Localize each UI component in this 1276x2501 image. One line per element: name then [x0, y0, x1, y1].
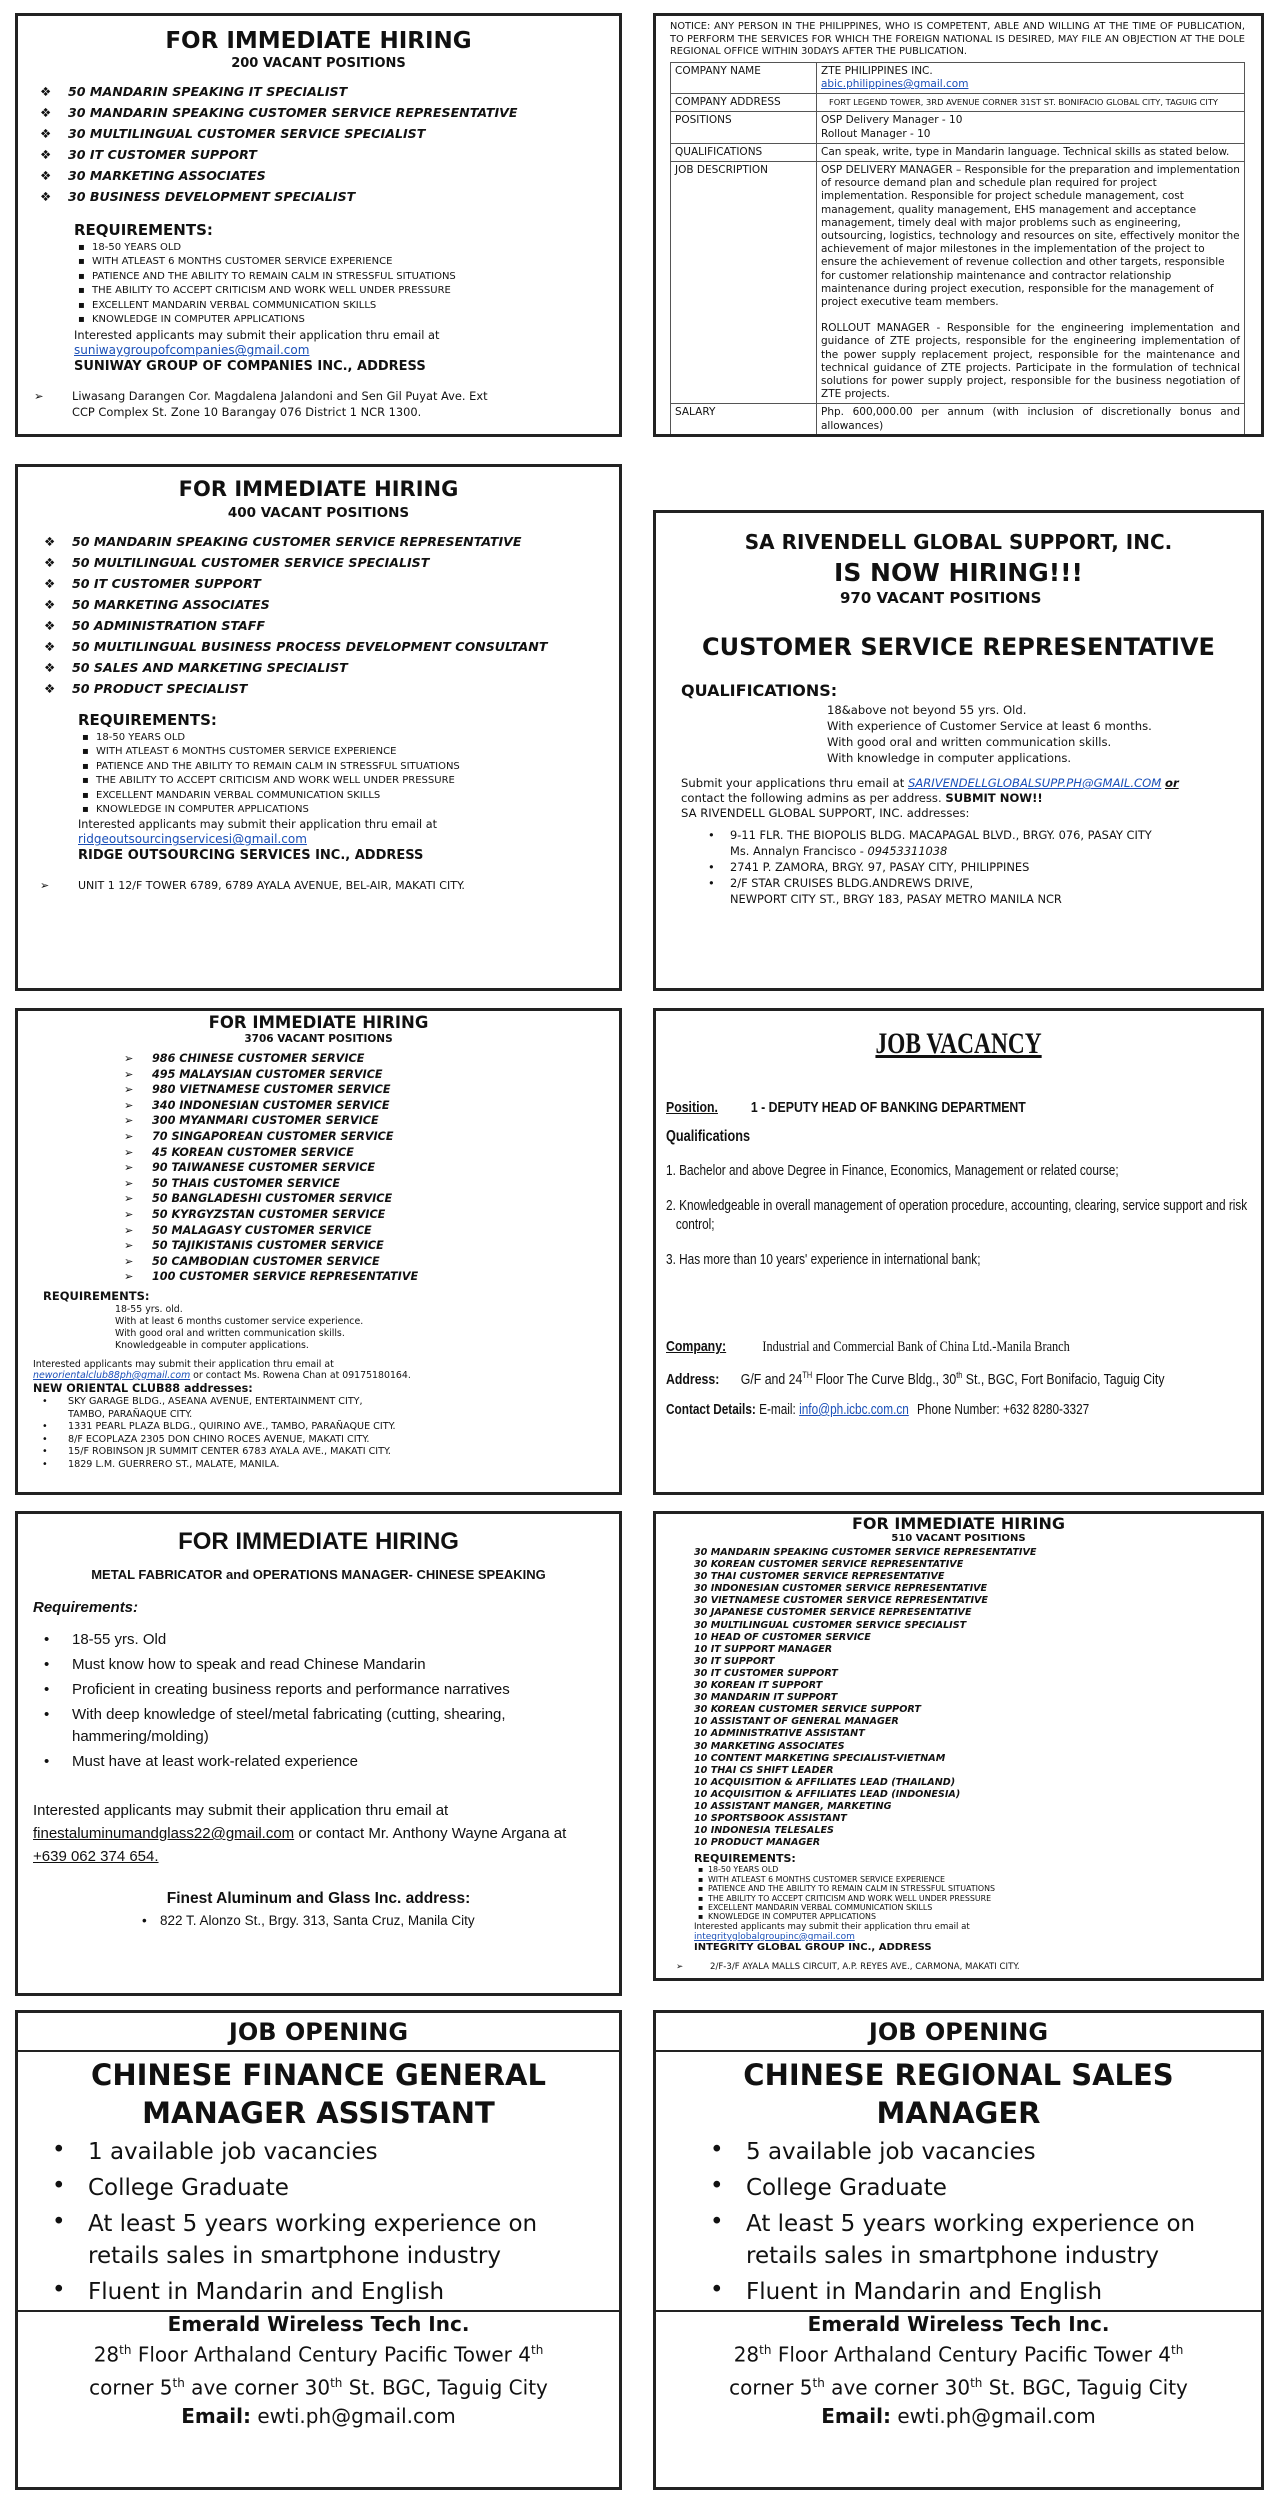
address-sup: th	[330, 2375, 343, 2390]
list-item: 30 KOREAN IT SUPPORT	[694, 1680, 823, 1692]
list-item: ❖ 30 MANDARIN SPEAKING CUSTOMER SERVICE REPRESENTATIVE	[40, 102, 619, 123]
list-item: ❖ 50 MANDARIN SPEAKING CUSTOMER SERVICE REPRESENTATIVE	[44, 531, 579, 552]
list-item: ▪ WITH ATLEAST 6 MONTHS CUSTOMER SERVICE EXPERIENCE	[78, 255, 619, 269]
contact-text: or contact Mr. Anthony Wayne Argana at	[294, 1825, 567, 1842]
address-part: corner 5	[729, 2375, 813, 2400]
list-item: • 8/F ECOPLAZA 2305 DON CHINO ROCES AVENUE, MAKATI CITY.	[38, 1434, 598, 1447]
requirements-heading: REQUIREMENTS:	[694, 1852, 796, 1866]
table-label: COMPANY NAME	[671, 62, 817, 93]
email-line	[18, 2401, 619, 2431]
position-item: Rollout Manager - 10	[821, 127, 931, 140]
table-value: Can speak, write, type in Mandarin language. Technical skills as stated below.	[817, 143, 1245, 161]
address-part: ave corner 30	[824, 2375, 971, 2400]
list-item: ▪ PATIENCE AND THE ABILITY TO REMAIN CALM IN STRESSFUL SITUATIONS	[698, 1884, 1261, 1893]
company-value: Industrial and Commercial Bank of China Ltd.-Manila Branch	[762, 1339, 1070, 1355]
address-label: Address:	[666, 1371, 720, 1388]
list-item: • Proficient in creating business reports and performance narratives	[40, 1679, 600, 1701]
list-item: ➢ 980 VIETNAMESE CUSTOMER SERVICE	[124, 1082, 619, 1098]
arrow-icon: ➢	[40, 879, 50, 893]
requirements-list	[40, 1629, 510, 1773]
job-title-line: MANAGER ASSISTANT	[142, 2096, 495, 2130]
details-list	[696, 2136, 1221, 2308]
list-item: 30 MULTILINGUAL CUSTOMER SERVICE SPECIALIST	[694, 1619, 967, 1631]
list-item: ➢ 986 CHINESE CUSTOMER SERVICE	[124, 1051, 619, 1067]
address-part: Floor The Curve Bldg., 30	[812, 1371, 957, 1388]
table-row	[671, 143, 1245, 161]
address-line: • 9-11 FLR. THE BIOPOLIS BLDG. MACAPAGAL BLVD., BRGY. 076, PASAY CITY	[730, 828, 1152, 842]
address-sup: th	[812, 2375, 825, 2390]
ad-new-oriental	[15, 1008, 622, 1495]
table-row	[671, 62, 1245, 93]
ad-title: FOR IMMEDIATE HIRING	[178, 477, 459, 501]
address-part: St., BGC, Fort Bonifacio, Taguig City	[962, 1371, 1165, 1388]
phone-number: +639 062 374 654.	[33, 1848, 159, 1865]
ad-title: FOR IMMEDIATE HIRING	[165, 28, 472, 54]
list-item: • 1829 L.M. GUERRERO ST., MALATE, MANILA.	[38, 1459, 598, 1472]
email-link[interactable]: info@ph.icbc.com.cn	[799, 1402, 909, 1418]
apply-text: Interested applicants may submit their application thru email at	[33, 1802, 449, 1819]
apply-text: Submit your applications thru email at	[681, 776, 905, 790]
positions-list	[44, 531, 579, 699]
table-label: SALARY	[671, 404, 817, 435]
address-part: 28	[93, 2342, 120, 2367]
requirements-list	[82, 731, 619, 817]
contact-line	[33, 1370, 619, 1381]
table-row	[671, 94, 1245, 112]
list-item: • 1 available job vacancies	[38, 2136, 579, 2168]
list-item: With good oral and written communication skills.	[115, 1327, 345, 1339]
list-item	[704, 875, 1261, 907]
position-value: 1 - DEPUTY HEAD OF BANKING DEPARTMENT	[750, 1099, 1026, 1116]
list-item: ▪ PATIENCE AND THE ABILITY TO REMAIN CALM IN STRESSFUL SITUATIONS	[82, 760, 619, 774]
email-label: E-mail:	[759, 1402, 796, 1418]
qualification-text: 2. Knowledgeable in overall management of operation procedure, accounting, clearing, service support and risk control;	[666, 1198, 1248, 1233]
list-item: 30 MANDARIN SPEAKING CUSTOMER SERVICE REPRESENTATIVE	[694, 1547, 1037, 1558]
address-line: NEWPORT CITY ST., BRGY 183, PASAY METRO MANILA NCR	[730, 892, 1062, 906]
positions-list	[124, 1051, 619, 1285]
position-line	[666, 1099, 1154, 1116]
job-title	[18, 2056, 619, 2132]
ad-subtitle: 200 VACANT POSITIONS	[231, 56, 406, 71]
list-item: • 5 available job vacancies	[696, 2136, 1221, 2168]
address-part: Floor Arthaland Century Pacific Tower 4	[131, 2342, 531, 2367]
list-item: 10 ADMINISTRATIVE ASSISTANT	[694, 1728, 865, 1740]
address-heading: Finest Aluminum and Glass Inc. address:	[166, 1890, 471, 1907]
list-item: ➢ 495 MALAYSIAN CUSTOMER SERVICE	[124, 1067, 619, 1083]
list-item: ▪ EXCELLENT MANDARIN VERBAL COMMUNICATION SKILLS	[82, 789, 619, 803]
email-link[interactable]: suniwaygroupofcompanies@gmail.com	[74, 343, 310, 358]
ad-zte	[653, 13, 1264, 437]
list-item: 30 INDONESIAN CUSTOMER SERVICE REPRESENTATIVE	[694, 1583, 988, 1595]
list-item: ❖ 30 BUSINESS DEVELOPMENT SPECIALIST	[40, 186, 619, 207]
address-sup: TH	[802, 1370, 813, 1380]
list-item: • 1331 PEARL PLAZA BLDG., QUIRINO AVE., TAMBO, PARAÑAQUE CITY.	[38, 1421, 398, 1434]
table-label: QUALIFICATIONS	[671, 143, 817, 161]
list-item: ❖ 50 MULTILINGUAL CUSTOMER SERVICE SPECIALIST	[44, 552, 579, 573]
details-list	[38, 2136, 579, 2308]
email-link[interactable]: finestaluminumandglass22@gmail.com	[33, 1825, 295, 1842]
arrow-icon: ➢	[34, 389, 44, 404]
list-item: ▪ 18-50 YEARS OLD	[82, 731, 619, 745]
address-line	[142, 1913, 619, 1928]
address-part: St. BGC, Taguig City	[982, 2375, 1188, 2400]
company-name: ZTE PHILIPPINES INC.	[821, 64, 933, 77]
list-item: • Fluent in Mandarin and English	[38, 2276, 579, 2308]
list-item: ➢ 300 MYANMARI CUSTOMER SERVICE	[124, 1113, 619, 1129]
list-item: 30 IT CUSTOMER SUPPORT	[694, 1667, 838, 1679]
arrow-icon: ➢	[676, 1961, 684, 1972]
divider	[18, 2050, 619, 2052]
address-line: 2/F-3/F AYALA MALLS CIRCUIT, A.P. REYES AVE., CARMONA, MAKATI CITY.	[710, 1961, 1020, 1972]
ad-finest-aluminum	[15, 1511, 622, 1996]
addresses-list	[704, 827, 1261, 907]
table-label: POSITIONS	[671, 112, 817, 143]
requirements-heading: REQUIREMENTS:	[74, 221, 213, 239]
apply-text: Interested applicants may submit their application thru email at	[74, 328, 440, 343]
list-item	[666, 1197, 1261, 1235]
address-line	[666, 1370, 1165, 1388]
company-title: SA RIVENDELL GLOBAL SUPPORT, INC.	[744, 530, 1173, 554]
or-text: or	[1164, 776, 1179, 790]
ad-subtitle: METAL FABRICATOR and OPERATIONS MANAGER- CHINESE SPEAKING	[91, 1567, 546, 1582]
address-sup: th	[970, 2375, 983, 2390]
address-sup: th	[759, 2343, 772, 2357]
job-title-line: MANAGER	[876, 2096, 1041, 2130]
job-title-line: CHINESE REGIONAL SALES	[743, 2058, 1174, 2092]
list-item: 30 JAPANESE CUSTOMER SERVICE REPRESENTATIVE	[694, 1607, 972, 1619]
address-line	[656, 2369, 1261, 2402]
list-item: Knowledgeable in computer applications.	[115, 1339, 309, 1351]
apply-block	[33, 1799, 619, 1868]
ad-title: FOR IMMEDIATE HIRING	[851, 1514, 1066, 1533]
list-item: 10 ACQUISITION & AFFILIATES LEAD (THAILAND)	[694, 1776, 956, 1788]
list-item: ❖ 30 MARKETING ASSOCIATES	[40, 165, 619, 186]
company-line	[666, 1338, 1154, 1356]
ad-subtitle: 510 VACANT POSITIONS	[891, 1533, 1026, 1544]
email-link[interactable]: ewti.ph@gmail.com	[257, 2404, 456, 2429]
list-item: ➢ 50 MALAGASY CUSTOMER SERVICE	[124, 1223, 619, 1239]
list-item: 3. Has more than 10 years' experience in international bank;	[666, 1252, 981, 1268]
list-item: • 18-55 yrs. Old	[40, 1629, 510, 1651]
list-item: With at least 6 months customer service experience.	[115, 1315, 364, 1327]
list-item: 30 THAI CUSTOMER SERVICE REPRESENTATIVE	[694, 1571, 945, 1583]
notice-text: NOTICE: ANY PERSON IN THE PHILIPPINES, WHO IS COMPETENT, ABLE AND WILLING AT THE TIME OF PUBLICATION, TO PERFORM THE SERVICES FOR WHICH THE FOREIGN NATIONAL IS DESIRED, MAY FILE AN OBJECTION AT THE DOLE REGIONAL OFFICE WITHIN 30DAYS AFTER THE PUBLICATION.	[670, 21, 1245, 58]
positions-list	[670, 1547, 1261, 1849]
list-item: 10 THAI CS SHIFT LEADER	[694, 1764, 834, 1776]
qualifications-heading: QUALIFICATIONS:	[681, 681, 838, 700]
contact-text: contact the following admins as per address.	[681, 791, 942, 805]
divider	[656, 2050, 1261, 2052]
list-item: ❖ 50 MULTILINGUAL BUSINESS PROCESS DEVELOPMENT CONSULTANT	[44, 636, 579, 657]
list-item: ➢ 340 INDONESIAN CUSTOMER SERVICE	[124, 1098, 619, 1114]
ad-title: FOR IMMEDIATE HIRING	[178, 1528, 459, 1555]
ad-title	[656, 1027, 1261, 1061]
list-item: 1. Bachelor and above Degree in Finance, Economics, Management or related course;	[666, 1163, 1119, 1179]
list-item: • Fluent in Mandarin and English	[696, 2276, 1221, 2308]
company-name: Emerald Wireless Tech Inc.	[807, 2312, 1110, 2336]
list-item: 10 ACQUISITION & AFFILIATES LEAD (INDONESIA)	[694, 1788, 961, 1800]
list-item: 10 CONTENT MARKETING SPECIALIST-VIETNAM	[694, 1752, 946, 1764]
addresses-heading: NEW ORIENTAL CLUB88 addresses:	[33, 1381, 253, 1395]
address-part: ave corner 30	[184, 2375, 331, 2400]
table-value	[817, 162, 1245, 404]
email-link[interactable]: SARIVENDELLGLOBALSUPP.PH@GMAIL.COM	[907, 776, 1162, 790]
company-label: Company:	[666, 1338, 727, 1355]
email-line	[656, 2401, 1261, 2431]
bullet-icon: •	[142, 1913, 147, 1928]
requirements-list	[115, 1304, 619, 1352]
ad-suniway	[15, 13, 622, 437]
address-sup: th	[119, 2343, 132, 2357]
list-item: • 2741 P. ZAMORA, BRGY. 97, PASAY CITY, PHILIPPINES	[704, 859, 1261, 875]
list-item: 30 MARKETING ASSOCIATES	[694, 1740, 845, 1752]
table-label: JOB DESCRIPTION	[671, 162, 817, 404]
address-value	[741, 1371, 1165, 1388]
list-item: ❖ 30 MULTILINGUAL CUSTOMER SERVICE SPECIALIST	[40, 123, 619, 144]
ad-subtitle: 400 VACANT POSITIONS	[227, 505, 410, 521]
addresses-heading: SA RIVENDELL GLOBAL SUPPORT, INC. addresses:	[681, 806, 970, 820]
company-name: Emerald Wireless Tech Inc.	[167, 2312, 470, 2336]
email-link[interactable]: integrityglobalgroupinc@gmail.com	[694, 1931, 855, 1942]
ad-title: IS NOW HIRING!!!	[834, 558, 1083, 587]
table-value	[817, 112, 1245, 143]
list-item: With knowledge in computer applications.	[827, 751, 1072, 765]
ad-rivendell	[653, 510, 1264, 991]
position-title: CUSTOMER SERVICE REPRESENTATIVE	[702, 633, 1215, 661]
address-line: UNIT 1 12/F TOWER 6789, 6789 AYALA AVENUE, BEL-AIR, MAKATI CITY.	[78, 879, 465, 893]
contact-line	[666, 1402, 1154, 1418]
requirements-heading: Requirements:	[33, 1599, 139, 1616]
list-item: ❖ 50 ADMINISTRATION STAFF	[44, 615, 579, 636]
list-item: ▪ EXCELLENT MANDARIN VERBAL COMMUNICATION SKILLS	[78, 299, 619, 313]
position-label: Position.	[666, 1099, 718, 1116]
table-value	[817, 62, 1245, 93]
list-item	[704, 827, 1261, 859]
contact-label: Contact Details:	[666, 1402, 756, 1418]
list-item: ❖ 50 MARKETING ASSOCIATES	[44, 594, 579, 615]
ad-title: FOR IMMEDIATE HIRING	[208, 1013, 429, 1032]
requirements-heading: REQUIREMENTS:	[78, 711, 217, 729]
table-row	[671, 112, 1245, 143]
list-item: ➢ 50 BANGLADESHI CUSTOMER SERVICE	[124, 1191, 619, 1207]
list-item: ▪ 18-50 YEARS OLD	[78, 241, 619, 255]
address-text: 822 T. Alonzo St., Brgy. 313, Santa Cruz, Manila City	[160, 1913, 475, 1928]
apply-text: Interested applicants may submit their application thru email at	[694, 1921, 970, 1932]
list-item: 10 ASSISTANT OF GENERAL MANAGER	[694, 1716, 899, 1728]
qualifications-heading: Qualifications	[666, 1128, 751, 1145]
address-sup: th	[172, 2375, 185, 2390]
list-item: ▪ KNOWLEDGE IN COMPUTER APPLICATIONS	[82, 803, 619, 817]
job-details-table	[670, 62, 1245, 436]
address-line: Liwasang Darangen Cor. Magdalena Jalandoni and Sen Gil Puyat Ave. Ext	[72, 389, 488, 404]
contact-text: or contact Ms. Rowena Chan at 09175180164.	[190, 1369, 411, 1381]
header-label: JOB OPENING	[228, 2018, 409, 2046]
list-item: ▪ WITH ATLEAST 6 MONTHS CUSTOMER SERVICE EXPERIENCE	[82, 745, 619, 759]
list-item: 10 HEAD OF CUSTOMER SERVICE	[694, 1631, 871, 1643]
address	[34, 388, 619, 420]
address-part: corner 5	[89, 2375, 173, 2400]
address-sup: th	[1170, 2343, 1184, 2357]
list-item: • With deep knowledge of steel/metal fabricating (cutting, shearing, hammering/molding)	[40, 1704, 510, 1748]
list-item: ❖ 30 IT CUSTOMER SUPPORT	[40, 144, 619, 165]
list-item: • At least 5 years working experience on retails sales in smartphone industry	[38, 2208, 579, 2272]
header-label: JOB OPENING	[868, 2018, 1049, 2046]
list-item: • 15/F ROBINSON JR SUMMIT CENTER 6783 AYALA AVE., MAKATI CITY.	[38, 1446, 598, 1459]
list-item: • At least 5 years working experience on retails sales in smartphone industry	[696, 2208, 1221, 2272]
phone-number: Phone Number: +632 8280-3327	[917, 1402, 1090, 1418]
list-item: 10 PRODUCT MANAGER	[694, 1837, 821, 1849]
list-item: 30 VIETNAMESE CUSTOMER SERVICE REPRESENTATIVE	[694, 1595, 988, 1607]
email-link[interactable]: abic.philippines@gmail.com	[821, 77, 969, 90]
qualifications-list	[827, 702, 1261, 766]
position-item: OSP Delivery Manager - 10	[821, 114, 963, 127]
list-item: ▪ PATIENCE AND THE ABILITY TO REMAIN CALM IN STRESSFUL SITUATIONS	[78, 270, 619, 284]
list-item: ➢ 90 TAIWANESE CUSTOMER SERVICE	[124, 1160, 619, 1176]
list-item: • College Graduate	[38, 2172, 579, 2204]
address-line	[18, 2336, 619, 2369]
list-item: 30 IT SUPPORT	[694, 1655, 775, 1667]
ad-emerald-finance	[15, 2010, 622, 2490]
list-item: • College Graduate	[696, 2172, 1221, 2204]
job-title-line: CHINESE FINANCE GENERAL	[91, 2058, 546, 2092]
contact-name: Ms. Annalyn Francisco -	[730, 844, 868, 858]
list-item: 30 KOREAN CUSTOMER SERVICE REPRESENTATIVE	[694, 1559, 964, 1571]
address-line	[656, 2336, 1261, 2369]
list-item: ➢ 45 KOREAN CUSTOMER SERVICE	[124, 1145, 619, 1161]
address-part: 28	[733, 2342, 760, 2367]
ad-subtitle: 3706 VACANT POSITIONS	[244, 1033, 393, 1045]
list-item: ▪ KNOWLEDGE IN COMPUTER APPLICATIONS	[78, 313, 619, 327]
address-sup: th	[956, 1370, 963, 1380]
list-item: With experience of Customer Service at least 6 months.	[827, 719, 1152, 733]
list-item: ➢ 50 THAIS CUSTOMER SERVICE	[124, 1176, 619, 1192]
ad-emerald-sales	[653, 2010, 1264, 2490]
list-item: ▪ THE ABILITY TO ACCEPT CRITICISM AND WORK WELL UNDER PRESSURE	[78, 284, 619, 298]
job-description: OSP DELIVERY MANAGER – Responsible for the preparation and implementation of resource demand plan and schedule plan required for project implementation. Responsible for project schedule management, cost management, quality management, EHS management and acceptance management, timely deal with major problems such as engineering, outsourcing, logistics, technology and resources on site, effectively monitor the achievement of major milestones in the implementation of the project to ensure the achievement of revenue collection and other targets, responsible for customer relationship maintenance and contractor relationship maintenance during project execution, responsible for the management of project executive team members.	[821, 164, 1240, 309]
requirements-heading: REQUIREMENTS:	[43, 1288, 150, 1303]
email-link[interactable]: ewti.ph@gmail.com	[897, 2404, 1096, 2429]
company-name: SUNIWAY GROUP OF COMPANIES INC., ADDRESS	[74, 359, 426, 375]
ad-integrity	[653, 1511, 1264, 1981]
table-label: COMPANY ADDRESS	[671, 94, 817, 112]
list-item: ➢ 100 CUSTOMER SERVICE REPRESENTATIVE	[124, 1269, 619, 1285]
requirements-list	[78, 241, 619, 327]
apply-text: Interested applicants may submit their application thru email at	[78, 818, 437, 832]
email-label: Email:	[821, 2404, 891, 2429]
address-line: CCP Complex St. Zone 10 Barangay 076 District 1 NCR 1300.	[72, 405, 422, 420]
ad-ridge	[15, 464, 622, 991]
requirements-list	[698, 1865, 1261, 1921]
list-item: With good oral and written communication skills.	[827, 735, 1112, 749]
address-line: • 2/F STAR CRUISES BLDG.ANDREWS DRIVE,	[730, 876, 974, 890]
list-item: • Must have at least work-related experience	[40, 1751, 510, 1773]
company-name: INTEGRITY GLOBAL GROUP INC., ADDRESS	[694, 1941, 932, 1953]
list-item: ▪ KNOWLEDGE IN COMPUTER APPLICATIONS	[698, 1912, 1261, 1921]
table-value	[817, 94, 1245, 112]
list-item: ▪ THE ABILITY TO ACCEPT CRITICISM AND WORK WELL UNDER PRESSURE	[698, 1894, 1261, 1903]
email-link[interactable]: neworientalclub88ph@gmail.com	[33, 1369, 191, 1381]
address	[40, 879, 619, 892]
address-part: St. BGC, Taguig City	[342, 2375, 548, 2400]
list-item: ▪ WITH ATLEAST 6 MONTHS CUSTOMER SERVICE EXPERIENCE	[698, 1875, 1261, 1884]
positions-list	[40, 81, 619, 207]
apply-text: Interested applicants may submit their application thru email at	[33, 1358, 334, 1370]
address-part: G/F and 24	[740, 1371, 803, 1388]
ad-subtitle: 970 VACANT POSITIONS	[840, 589, 1042, 607]
email-label: Email:	[181, 2404, 251, 2429]
contact-person	[730, 843, 1261, 859]
list-item: • SKY GARAGE BLDG., ASEANA AVENUE, ENTERTAINMENT CITY, TAMBO, PARAÑAQUE CITY.	[38, 1396, 398, 1421]
table-row	[671, 404, 1245, 435]
list-item: ▪ EXCELLENT MANDARIN VERBAL COMMUNICATION SKILLS	[698, 1903, 1261, 1912]
company-address: FORT LEGEND TOWER, 3RD AVENUE CORNER 31ST ST. BONIFACIO GLOBAL CITY, TAGUIG CITY	[829, 97, 1218, 108]
list-item: ➢ 50 TAJIKISTANIS CUSTOMER SERVICE	[124, 1238, 619, 1254]
addresses-list	[38, 1396, 398, 1472]
address-sup: th	[530, 2343, 544, 2357]
qualifications-list	[666, 1162, 1261, 1270]
list-item: ➢ 50 CAMBODIAN CUSTOMER SERVICE	[124, 1254, 619, 1270]
address	[676, 1962, 1261, 1972]
list-item: ➢ 70 SINGAPOREAN CUSTOMER SERVICE	[124, 1129, 619, 1145]
list-item: 30 KOREAN CUSTOMER SERVICE SUPPORT	[694, 1704, 921, 1716]
contact-phone: 09453311038	[867, 844, 948, 858]
list-item: ❖ 50 MANDARIN SPEAKING IT SPECIALIST	[40, 81, 619, 102]
address-line	[18, 2369, 619, 2402]
apply-block	[681, 776, 1261, 821]
list-item: ❖ 50 SALES AND MARKETING SPECIALIST	[44, 657, 579, 678]
submit-now: SUBMIT NOW!!	[945, 791, 1043, 805]
list-item: ▪ 18-50 YEARS OLD	[698, 1865, 1261, 1874]
list-item: 30 MANDARIN IT SUPPORT	[694, 1692, 838, 1704]
list-item: 10 ASSISTANT MANGER, MARKETING	[694, 1800, 892, 1812]
list-item: ▪ THE ABILITY TO ACCEPT CRITICISM AND WORK WELL UNDER PRESSURE	[82, 774, 619, 788]
address-part: Floor Arthaland Century Pacific Tower 4	[771, 2342, 1171, 2367]
job-vacancy-title: JOB VACANCY	[875, 1027, 1042, 1060]
job-title	[656, 2056, 1261, 2132]
list-item: 18&above not beyond 55 yrs. Old.	[827, 703, 1027, 717]
job-description: ROLLOUT MANAGER - Responsible for the engineering implementation and guidance of ZTE projects, responsible for the engineering implementation of the power supply replacement project, responsible for the maintenance and technical guidance of ZTE projects. Participate in the formulation of technical solutions for power supply project, responsible for the business negotiation of ZTE projects.	[821, 322, 1240, 401]
ad-icbc	[653, 1008, 1264, 1495]
company-name: RIDGE OUTSOURCING SERVICES INC., ADDRESS	[78, 848, 424, 864]
email-link[interactable]: ridgeoutsourcingservicesi@gmail.com	[78, 832, 307, 847]
list-item: ❖ 50 PRODUCT SPECIALIST	[44, 678, 579, 699]
table-value: Php. 600,000.00 per annum (with inclusion of discretionally bonus and allowances)	[817, 404, 1245, 435]
list-item: ❖ 50 IT CUSTOMER SUPPORT	[44, 573, 579, 594]
list-item: ➢ 50 KYRGYZSTAN CUSTOMER SERVICE	[124, 1207, 619, 1223]
list-item: • Must know how to speak and read Chinese Mandarin	[40, 1654, 510, 1676]
list-item: 10 IT SUPPORT MANAGER	[694, 1643, 833, 1655]
list-item: 18-55 yrs. old.	[115, 1303, 183, 1315]
table-row	[671, 162, 1245, 404]
list-item: 10 INDONESIA TELESALES	[694, 1825, 834, 1837]
list-item: 10 SPORTSBOOK ASSISTANT	[694, 1813, 847, 1825]
